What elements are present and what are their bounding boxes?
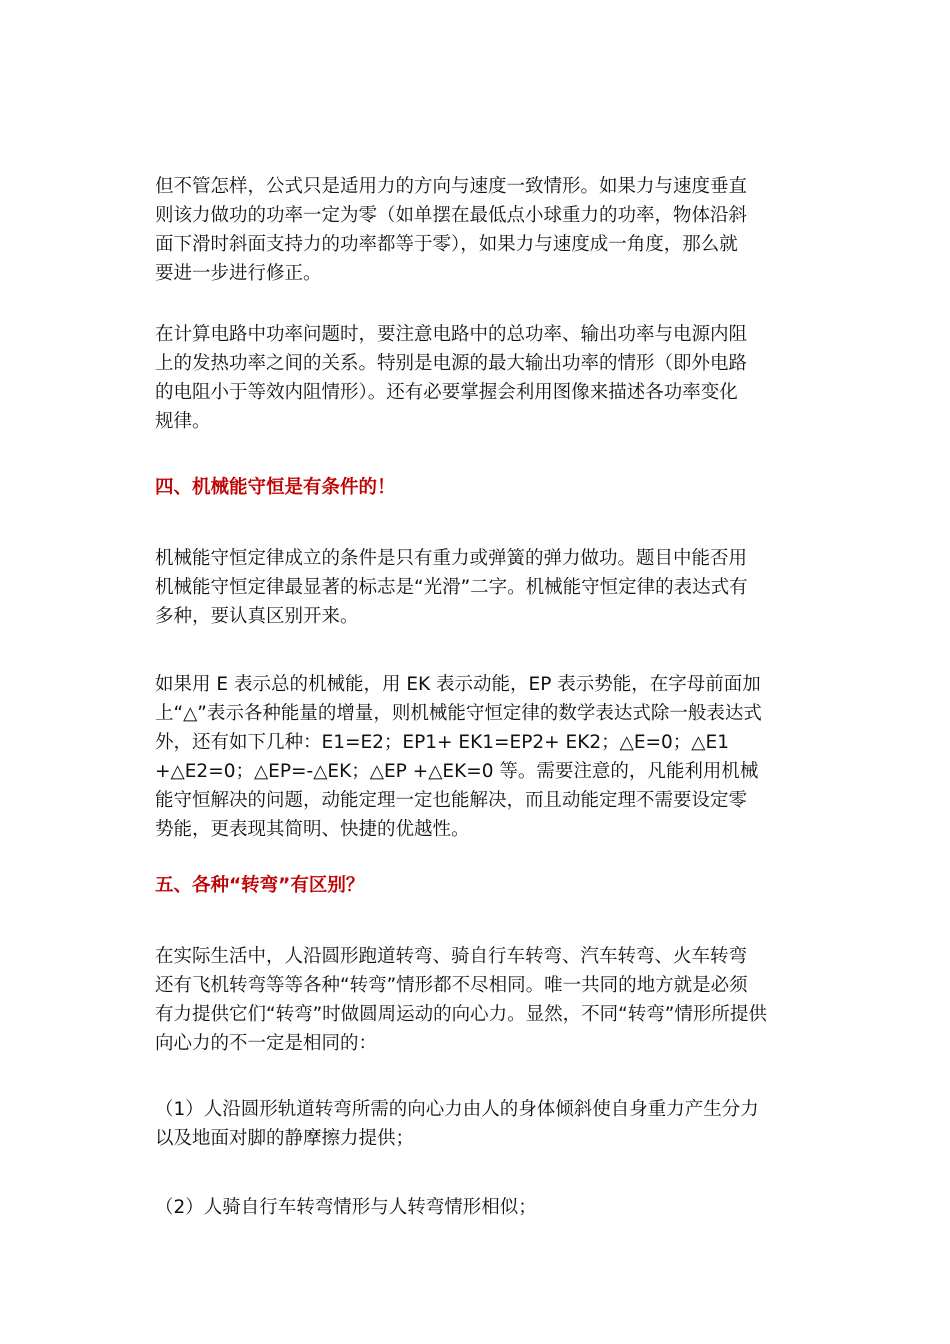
paragraph-turning-cases xyxy=(155,942,795,1058)
text-line: +△E2=0；△EP=-△EK；△EP +△EK=0 等。需要注意的，凡能利用机械 xyxy=(155,761,759,782)
text-line: 能守恒解决的问题，动能定理一定也能解决，而且动能定理不需要设定零 xyxy=(155,790,748,811)
paragraph-power-formula xyxy=(155,172,795,288)
text-line: 的电阻小于等效内阻情形）。还有必要掌握会利用图像来描述各功率变化 xyxy=(155,382,738,403)
text-line: 以及地面对脚的静摩擦力提供； xyxy=(155,1128,415,1149)
text-line: 在实际生活中，人沿圆形跑道转弯、骑自行车转弯、汽车转弯、火车转弯 xyxy=(155,946,748,967)
section-heading-5: 五、各种“转弯”有区别？ xyxy=(155,875,365,896)
text-line: 外，还有如下几种：E1=E2；EP1+ EK1=EP2+ EK2；△E=0；△E1 xyxy=(155,732,729,753)
text-line: 如果用 E 表示总的机械能，用 EK 表示动能，EP 表示势能，在字母前面加 xyxy=(155,674,761,695)
text-line: 要进一步进行修正。 xyxy=(155,263,322,284)
text-line: 机械能守恒定律成立的条件是只有重力或弹簧的弹力做功。题目中能否用 xyxy=(155,548,748,569)
text-line: 有力提供它们“转弯”时做圆周运动的向心力。显然，不同“转弯”情形所提供 xyxy=(155,1004,767,1025)
text-line: 机械能守恒定律最显著的标志是“光滑”二字。机械能守恒定律的表达式有 xyxy=(155,577,748,598)
text-line: （1）人沿圆形轨道转弯所需的向心力由人的身体倾斜使自身重力产生分力 xyxy=(155,1099,759,1120)
text-line: 规律。 xyxy=(155,411,211,432)
section-heading-4: 四、机械能守恒是有条件的！ xyxy=(155,477,396,498)
paragraph-energy-expressions xyxy=(155,670,795,844)
paragraph-energy-conservation-condition xyxy=(155,544,795,631)
text-line: （2）人骑自行车转弯情形与人转弯情形相似； xyxy=(155,1197,537,1218)
text-line: 向心力的不一定是相同的： xyxy=(155,1033,378,1054)
text-line: 则该力做功的功率一定为零（如单摆在最低点小球重力的功率，物体沿斜 xyxy=(155,205,748,226)
text-line: 上“△”表示各种能量的增量，则机械能守恒定律的数学表达式除一般表达式 xyxy=(155,703,762,724)
text-line: 多种，要认真区别开来。 xyxy=(155,606,359,627)
text-line: 势能，更表现其简明、快捷的优越性。 xyxy=(155,819,470,840)
paragraph-list-item-2 xyxy=(155,1193,795,1222)
text-line: 在计算电路中功率问题时，要注意电路中的总功率、输出功率与电源内阻 xyxy=(155,324,748,345)
text-line: 还有飞机转弯等等各种“转弯”情形都不尽相同。唯一共同的地方就是必须 xyxy=(155,975,748,996)
paragraph-circuit-power xyxy=(155,320,795,436)
paragraph-list-item-1 xyxy=(155,1095,795,1153)
text-line: 但不管怎样，公式只是适用力的方向与速度一致情形。如果力与速度垂直 xyxy=(155,176,748,197)
text-line: 面下滑时斜面支持力的功率都等于零），如果力与速度成一角度，那么就 xyxy=(155,234,738,255)
text-line: 上的发热功率之间的关系。特别是电源的最大输出功率的情形（即外电路 xyxy=(155,353,748,374)
